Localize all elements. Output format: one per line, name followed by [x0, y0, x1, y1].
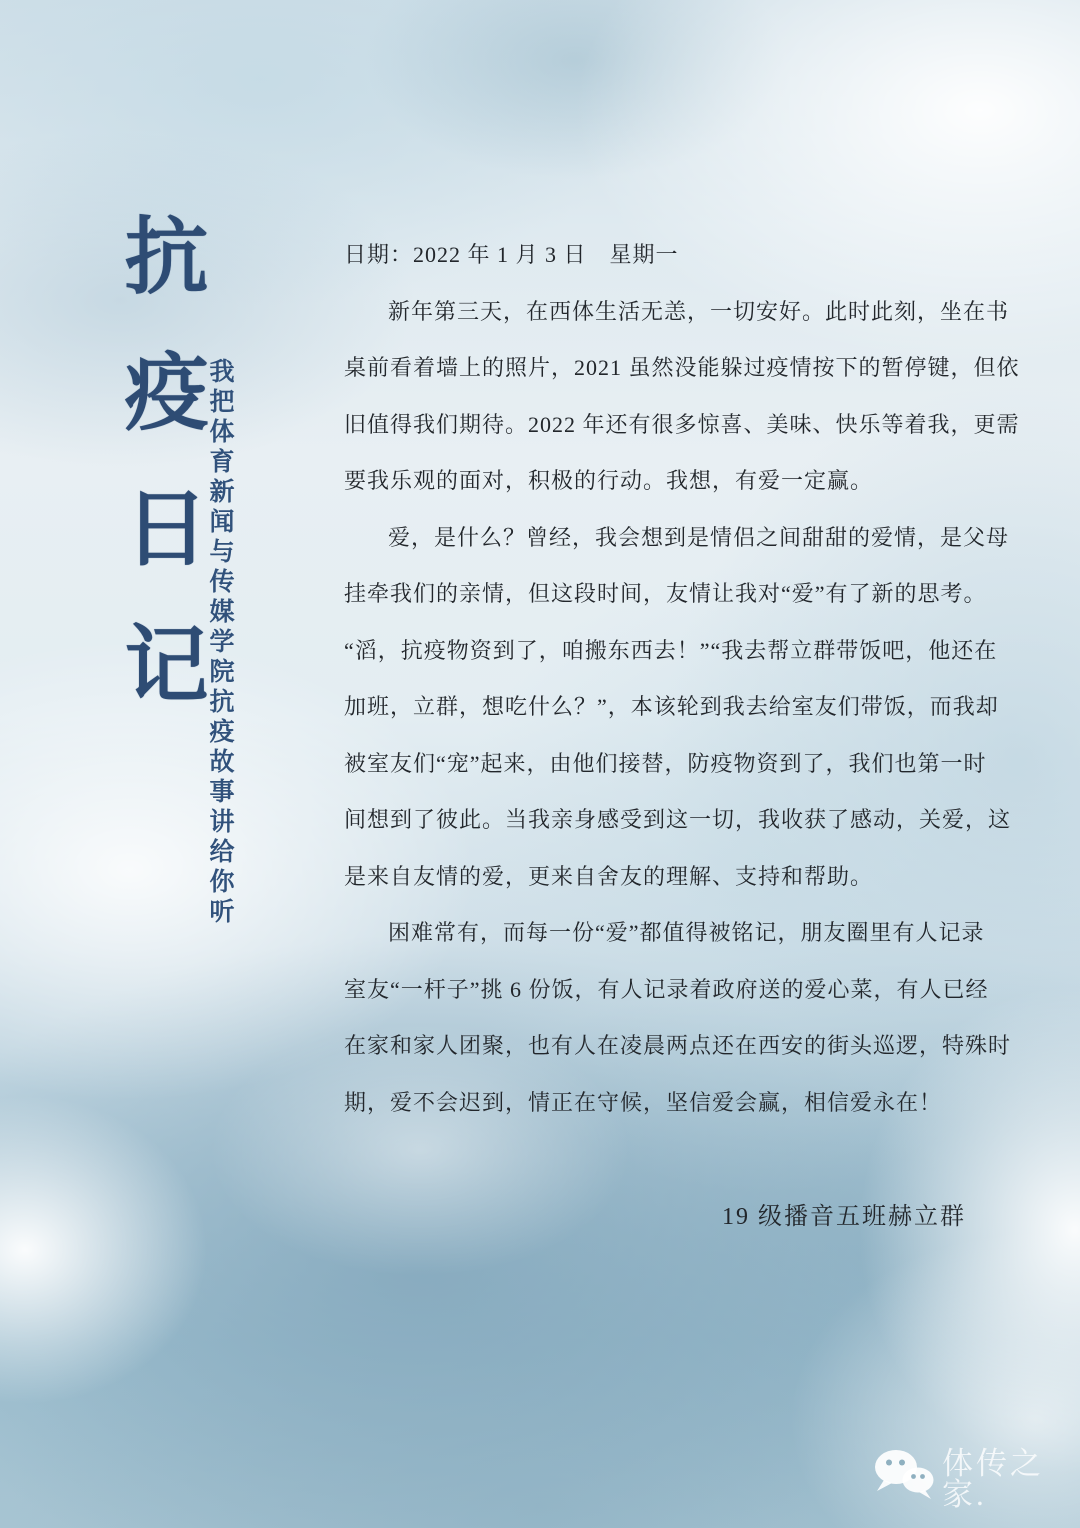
- diary-line: 挂牵我们的亲情，但这段时间，友情让我对“爱”有了新的思考。: [344, 581, 987, 606]
- diary-line: 在家和家人团聚，也有人在凌晨两点还在西安的街头巡逻，特殊时: [344, 1033, 1012, 1058]
- diary-line: 被室友们“宠”起来，由他们接替，防疫物资到了，我们也第一时: [344, 750, 987, 776]
- diary-line: 旧值得我们期待。2022 年还有很多惊喜、美味、快乐等着我，更需: [344, 411, 1020, 437]
- vertical-subtitle: 我把体育新闻与传媒学院抗疫故事讲给你听: [206, 358, 233, 928]
- diary-line: 是来自友情的爱，更来自舍友的理解、支持和帮助。: [344, 863, 874, 889]
- diary-body: [344, 227, 1020, 1131]
- diary-line: 桌前看着墙上的照片，2021 虽然没能躲过疫情按下的暂停键，但依: [344, 355, 1020, 380]
- diary-line: 爱，是什么？曾经，我会想到是情侣之间甜甜的爱情，是父母: [388, 524, 1010, 550]
- diary-line: 期，爱不会迟到，情正在守候，坚信爱会赢，相信爱永在！: [344, 1089, 943, 1115]
- diary-line: 要我乐观的面对，积极的行动。我想，有爱一定赢。: [344, 468, 874, 493]
- watermark-label: 体传之家.: [942, 1446, 1044, 1512]
- author-signature: 19 级播音五班赫立群: [722, 1204, 966, 1230]
- diary-line: “滔，抗疫物资到了，咱搬东西去！”“我去帮立群带饭吧，他还在: [344, 637, 998, 663]
- diary-line: 加班，立群，想吃什么？”，本该轮到我去给室友们带饭，而我却: [344, 694, 999, 719]
- vertical-title: 抗疫日记: [112, 212, 205, 756]
- wechat-icon: [872, 1447, 936, 1506]
- wechat-watermark: [872, 1442, 1080, 1510]
- diary-line: 室友“一杆子”挑 6 份饭，有人记录着政府送的爱心菜，有人已经: [344, 976, 989, 1002]
- diary-line: 间想到了彼此。当我亲身感受到这一切，我收获了感动，关爱，这: [344, 807, 1012, 832]
- diary-line: 新年第三天，在西体生活无恙，一切安好。此时此刻，坐在书: [388, 298, 1010, 324]
- diary-date-line: 日期：2022 年 1 月 3 日 星期一: [344, 242, 679, 267]
- diary-line: 困难常有，而每一份“爱”都值得被铭记，朋友圈里有人记录: [388, 920, 985, 945]
